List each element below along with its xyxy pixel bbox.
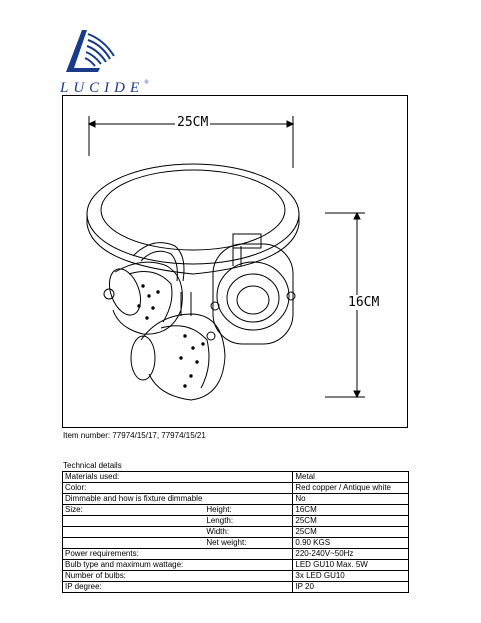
spec-row: [63, 560, 409, 571]
width-dimension-label: 25CM: [177, 115, 209, 130]
spec-sublabel: Height:: [204, 505, 293, 516]
spec-sublabel: [204, 582, 293, 593]
spec-label: [63, 516, 205, 527]
spec-value: 3x LED GU10: [293, 571, 409, 582]
spec-value: No: [293, 494, 409, 505]
spec-row: [63, 516, 409, 527]
lucide-logo-icon: [60, 22, 120, 78]
spec-label: [63, 538, 205, 549]
spec-label: Bulb type and maximum wattage:: [63, 560, 205, 571]
spec-sublabel: Width:: [204, 527, 293, 538]
spec-value: 25CM: [293, 527, 409, 538]
spec-value: IP 20: [293, 582, 409, 593]
spec-sublabel: [204, 549, 293, 560]
spotlight-fixture-drawing: [63, 96, 409, 429]
specs-table-body: [63, 472, 409, 593]
specs-table: [62, 471, 409, 593]
spec-row: [63, 494, 409, 505]
spec-label: Materials used:: [63, 472, 205, 483]
spec-value: 16CM: [293, 505, 409, 516]
spec-sublabel: [204, 560, 293, 571]
height-dimension-label: 16CM: [348, 295, 380, 310]
spec-label: Power requirements:: [63, 549, 205, 560]
spec-sublabel: [204, 571, 293, 582]
spec-row: [63, 582, 409, 593]
brand-logo: [60, 22, 170, 96]
spec-row: [63, 549, 409, 560]
spec-label: [63, 527, 205, 538]
spec-row: [63, 505, 409, 516]
spec-row: [63, 472, 409, 483]
spec-label: Number of bulbs:: [63, 571, 205, 582]
spec-row: [63, 527, 409, 538]
spec-label: Size:: [63, 505, 205, 516]
spec-sublabel: [204, 494, 293, 505]
spec-sublabel: Length:: [204, 516, 293, 527]
spec-value: 0.90 KGS: [293, 538, 409, 549]
technical-details-title: Technical details: [63, 461, 122, 470]
spec-sublabel: Net weight:: [204, 538, 293, 549]
technical-drawing: [62, 95, 408, 428]
item-number: Item number: 77974/15/17, 77974/15/21: [63, 431, 206, 440]
spec-sublabel: [204, 483, 293, 494]
brand-name-text: LUCIDE: [60, 80, 145, 96]
spec-row: [63, 571, 409, 582]
spec-row: [63, 538, 409, 549]
spec-value: Metal: [293, 472, 409, 483]
spec-sublabel: [204, 472, 293, 483]
registered-mark: ®: [144, 80, 149, 86]
spec-label: Dimmable and how is fixture dimmable: [63, 494, 205, 505]
spec-label: Color:: [63, 483, 205, 494]
spec-value: Red copper / Antique white: [293, 483, 409, 494]
spec-value: LED GU10 Max. 5W: [293, 560, 409, 571]
spec-value: 25CM: [293, 516, 409, 527]
spec-label: IP degree:: [63, 582, 205, 593]
spec-row: [63, 483, 409, 494]
spec-value: 220-240V~50Hz: [293, 549, 409, 560]
